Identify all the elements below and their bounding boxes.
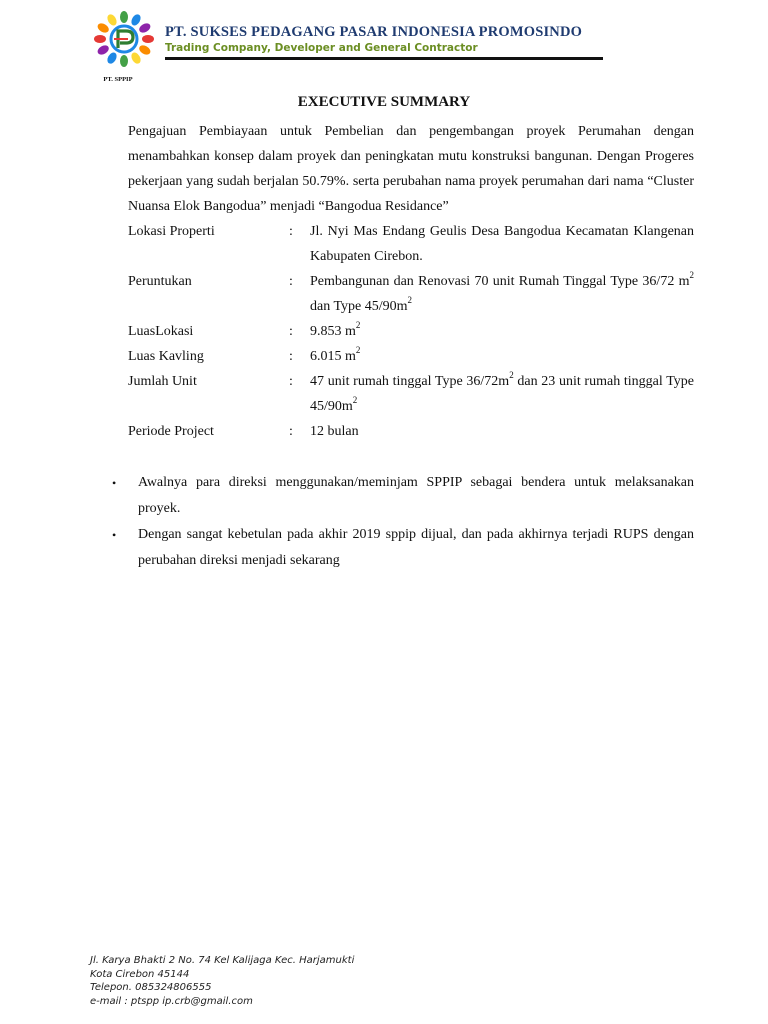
detail-value: 9.853 $m^2$ (310, 320, 361, 339)
detail-value: 47 unit rumah tinggal Type $36/72m^2$ dan 23 unit rumah tinggal Type $45/90m^2$ (310, 370, 694, 414)
detail-colon: : (289, 374, 293, 389)
detail-colon: : (289, 224, 293, 239)
document-body (128, 119, 694, 444)
company-logo (84, 8, 164, 70)
detail-value: 6.015 $m^2$ (310, 345, 361, 364)
intro-paragraph: Pengajuan Pembiayaan untuk Pembelian dan pengembangan proyek Perumahan dengan menambahkan konsep dalam proyek dan peningkatan mutu konstruksi bangunan. Dengan Progeres pekerjaan yang sudah berjalan 50.79%. serta perubahan nama proyek perumahan dari nama “Cluster Nuansa Elok Bangodua” menjadi “Bangodua Residance” (128, 124, 694, 214)
bullet-marker: • (112, 476, 117, 490)
detail-row-project-period (128, 419, 694, 444)
list-item (112, 470, 694, 522)
bullet-text: Dengan sangat kebetulan pada akhir 2019 sppip dijual, dan pada akhirnya terjadi RUPS dengan perubahan direksi menjadi sekarang (138, 527, 694, 568)
footer-address-line: Jl. Karya Bhakti 2 No. 74 Kel Kalijaga Kec. Harjamukti (90, 955, 355, 966)
detail-label: Luas Kavling (128, 349, 204, 364)
detail-row-location (128, 219, 694, 269)
detail-label: LuasLokasi (128, 324, 194, 339)
company-tagline: Trading Company, Developer and General Contractor (165, 42, 478, 54)
detail-value: Jl. Nyi Mas Endang Geulis Desa Bangodua Kecamatan Klangenan Kabupaten Cirebon. (310, 224, 694, 264)
detail-label: Peruntukan (128, 274, 192, 289)
detail-colon: : (289, 349, 293, 364)
footer-contact (90, 954, 354, 1008)
detail-colon: : (289, 324, 293, 339)
detail-value: 12 bulan (310, 424, 359, 439)
detail-colon: : (289, 424, 293, 439)
detail-label: Periode Project (128, 424, 214, 439)
footer-phone: Telepon. 085324806555 (90, 982, 212, 993)
bullet-list (112, 470, 694, 574)
property-details (128, 219, 694, 444)
detail-row-purpose (128, 269, 694, 319)
document-title: EXECUTIVE SUMMARY (297, 94, 471, 110)
bullet-marker: • (112, 528, 117, 542)
bullet-text: Awalnya para direksi menggunakan/meminjam SPPIP sebagai bendera untuk melaksanakan proyek. (138, 475, 694, 516)
list-item (112, 522, 694, 574)
detail-label: Lokasi Properti (128, 224, 215, 239)
company-name: PT. SUKSES PEDAGANG PASAR INDONESIA PROMOSINDO (165, 24, 583, 40)
detail-row-lot-area (128, 344, 694, 369)
detail-label: Jumlah Unit (128, 374, 197, 389)
detail-colon: : (289, 274, 293, 289)
detail-row-site-area (128, 319, 694, 344)
footer-email: e-mail : ptspp ip.crb@gmail.com (90, 995, 253, 1007)
detail-value: Pembangunan dan Renovasi 70 unit Rumah Tinggal Type 36/72 $m^2$ dan Type $45/90m^2$ (310, 270, 694, 314)
logo-caption: PT. SPPIP (103, 76, 133, 83)
footer-city-line: Kota Cirebon 45144 (90, 968, 190, 980)
detail-row-unit-count (128, 369, 694, 419)
header-divider (165, 57, 603, 60)
